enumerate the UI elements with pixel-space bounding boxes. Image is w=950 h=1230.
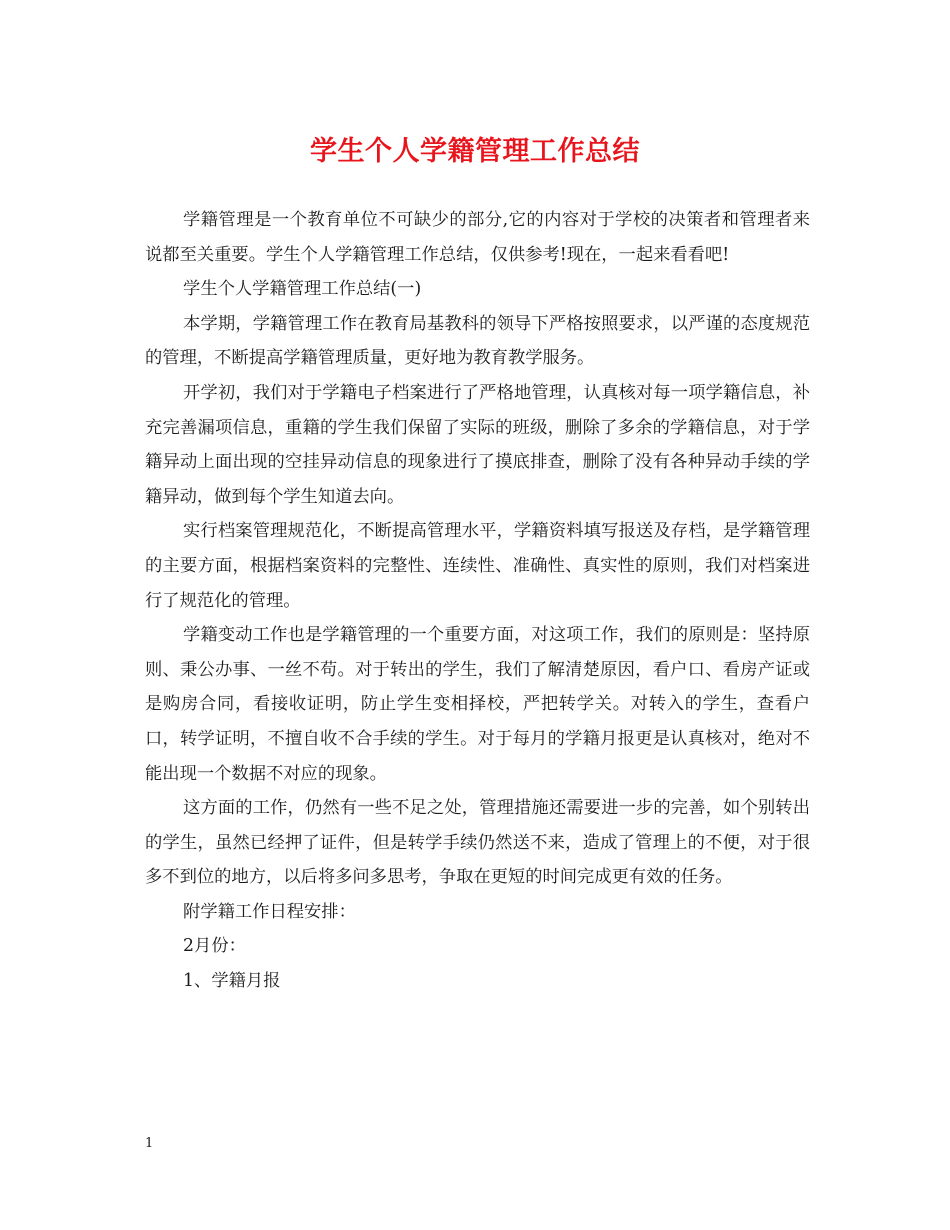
paragraph: 实行档案管理规范化，不断提高管理水平，学籍资料填写报送及存档，是学籍管理的主要方面，根据档案资料的完整性、连续性、准确性、真实性的原则，我们对档案进行了规范化的管理。	[145, 521, 810, 611]
schedule-month: 2月份：	[183, 936, 246, 957]
paragraph: 学籍变动工作也是学籍管理的一个重要方面，对这项工作，我们的原则是：坚持原则、秉公办事、一丝不苟。对于转出的学生，我们了解清楚原因，看户口、看房产证或是购房合同，看接收证明，防止学生变相择校，严把转学关。对转入的学生，查看户口，转学证明，不擅自收不合手续的学生。对于每月的学籍月报更是认真核对，绝对不能出现一个数据不对应的现象。	[145, 625, 810, 784]
paragraph: 本学期，学籍管理工作在教育局基教科的领导下严格按照要求，以严谨的态度规范的管理，不断提高学籍管理质量，更好地为教育教学服务。	[145, 313, 810, 369]
schedule-item: 1、学籍月报	[183, 971, 281, 992]
section-heading: 学生个人学籍管理工作总结(一)	[183, 279, 422, 300]
document-title: 学生个人学籍管理工作总结	[310, 136, 640, 167]
page-number: 1	[145, 1136, 154, 1151]
paragraph: 开学初，我们对于学籍电子档案进行了严格地管理，认真核对每一项学籍信息，补充完善漏项信息，重籍的学生我们保留了实际的班级，删除了多余的学籍信息，对于学籍异动上面出现的空挂异动信息的现象进行了摸底排查，删除了没有各种异动手续的学籍异动，做到每个学生知道去向。	[145, 382, 810, 507]
paragraph-intro: 学籍管理是一个教育单位不可缺少的部分,它的内容对于学校的决策者和管理者来说都至关重要。学生个人学籍管理工作总结，仅供参考!现在，一起来看看吧!	[145, 210, 810, 265]
paragraph: 这方面的工作，仍然有一些不足之处，管理措施还需要进一步的完善，如个别转出的学生，虽然已经押了证件，但是转学手续仍然送不来，造成了管理上的不便，对于很多不到位的地方，以后将多问多思考，争取在更短的时间完成更有效的任务。	[145, 798, 810, 888]
schedule-heading: 附学籍工作日程安排：	[183, 901, 356, 922]
document-body	[145, 203, 810, 999]
